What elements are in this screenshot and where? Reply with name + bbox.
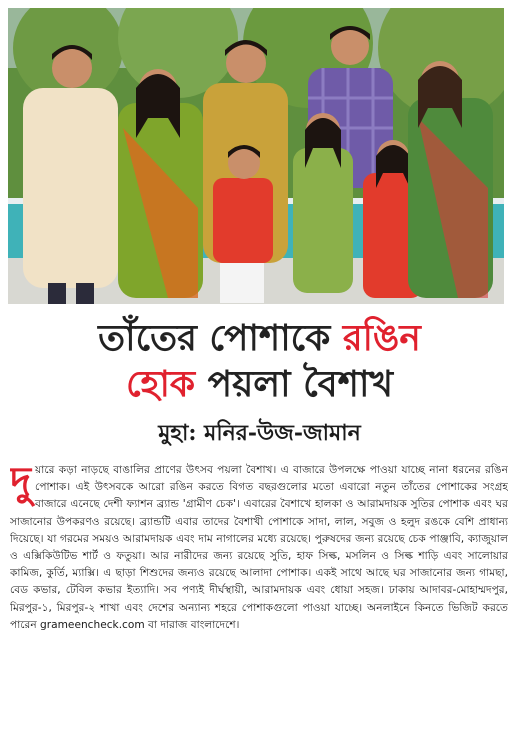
headline-line-1-part-1: তাঁতের পোশাকে: [98, 317, 343, 359]
headline-line-2-part-2: পয়লা বৈশাখ: [195, 363, 394, 405]
headline-line-2-part-1: হোক: [125, 363, 196, 405]
cover-photo: [8, 8, 504, 304]
article-body-text: য়ারে কড়া নাড়ছে বাঙালির প্রাণের উৎসব পয়লা বৈশাখ। এ বাজারে উপলক্ষে পাওয়া যাচ্ছে নানা ধরনের রঙিন পোশাক। এই উৎসবকে আরো রঙিন করতে বিগত বছরগুলোর মতো এবারো নতুন তাঁতের পোশাকের সংগ্রহ বাজারে এনেছে দেশী ফ্যাশন ব্র্যান্ড 'গ্রামীণ চেক'। এবারের বৈশাখে হালকা ও আরামদায়ক সুতির পোশাক এবং ঘর সাজানোর উপকরণও রয়েছে। ব্র্যান্ডটি এবার তাদের বৈশাখী পোশাকে সাদা, লাল, সবুজ ও হলুদ রঙকে বেশি প্রাধান্য দিয়েছে। যা গরমের সময়ও আরামদায়ক এবং দাম নাগালের মধ্যে রয়েছে। পুরুষদের জন্য রয়েছে চেক পাঞ্জাবি, ক্যাজুয়াল ও এক্সিকিউটিভ শার্ট ও ফতুয়া। আর নারীদের জন্য রয়েছে সুতি, হাফ সিল্ক, মসলিন ও সিল্ক শাড়ি এবং সালোয়ার কামিজ, কুর্তি, ম্যাক্সি। এ ছাড়া শিশুদের জন্যও রয়েছে আলাদা পোশাক। একই সাথে আছে ঘর সাজানোর জন্য গামছা, বেড কভার, টেবিল কভার ইত্যাদি। সব পণ্যই দীর্ঘস্থায়ী, আরামদায়ক এবং ধোয়া সহজ। ঢাকায় আদাবর-মোহাম্মদপুর, মিরপুর-১, মিরপুর-২ শাখা এবং দেশের অন্যান্য শহরে পোশাকগুলো পাওয়া যাচ্ছে। অনলাইনে কিনতে ভিজিট করতে পারেন grameencheck.com বা দারাজ বাংলাদেশে।: [10, 464, 508, 631]
headline-line-1: [0, 316, 519, 360]
drop-cap: দু: [10, 462, 32, 505]
headline-line-1-part-2: রঙিন: [342, 317, 421, 359]
headline-line-2: [0, 362, 519, 406]
author-byline: মুহা: মনির-উজ-জামান: [158, 420, 361, 446]
article-body: [10, 462, 508, 744]
family-photo-illustration: [8, 8, 504, 304]
